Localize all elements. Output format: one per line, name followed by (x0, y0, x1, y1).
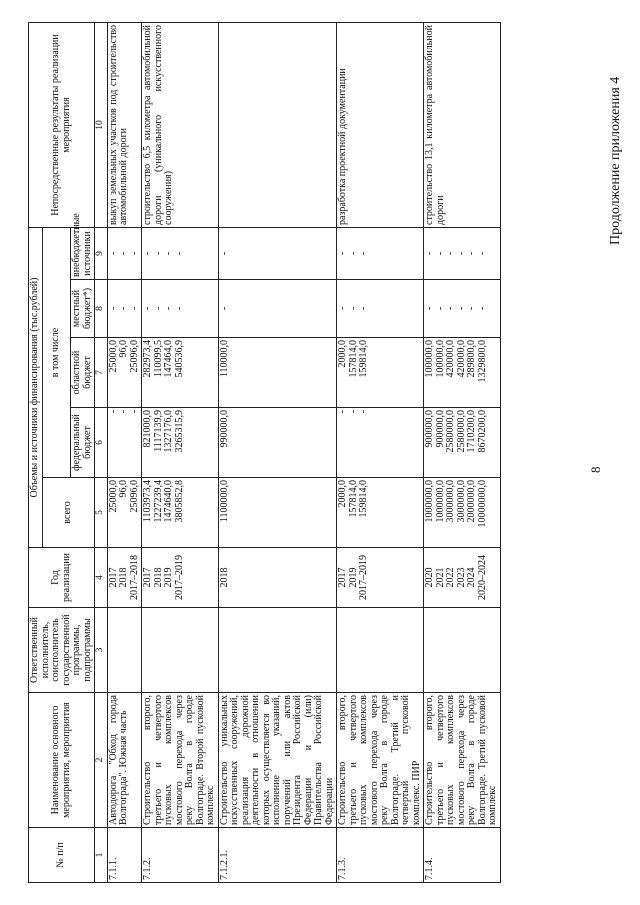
row-regional-value: 100000,0 (434, 340, 446, 378)
row-local-value: - (476, 306, 488, 311)
row-extrabudget-value: - (424, 251, 436, 256)
row-extrabudget-value: - (337, 251, 349, 256)
column-number: 1 (95, 828, 108, 883)
row-years-value: 2017–2019 (358, 555, 370, 600)
row-name: Строительство уникальных искусственных сооружений, реализация дорожной деятельности в отношении которых осуществляется во исполнение указаний, поручений или актов Президента Российской Федерации и (или) Правительства Российской Федерации (218, 693, 337, 828)
row-federal-value: 900000,0 (424, 410, 436, 448)
row-federal-value: 821000,0 (142, 410, 154, 448)
row-local (142, 280, 219, 338)
row-federal-value: - (358, 410, 370, 414)
row-regional (424, 338, 501, 408)
row-total-value: 159814,0 (358, 480, 370, 518)
row-number: 7.1.4. (424, 828, 501, 883)
row-local-value: - (337, 306, 349, 311)
row-total-value: 1103973,4 (142, 480, 154, 523)
row-federal-value: 2580000,0 (445, 410, 457, 453)
row-federal (218, 408, 337, 478)
row-federal-value: 8670200,0 (476, 410, 488, 453)
header-including: в том числе (42, 228, 71, 478)
row-years (424, 548, 501, 608)
row-total-value: 1000000,0 (424, 480, 436, 523)
row-regional-value: 1329800,0 (476, 340, 488, 383)
header-year: Год реализации (29, 548, 95, 608)
row-result: разработка проектной документации (337, 23, 424, 228)
header-name: Наименование основного мероприятия, мероприятия (29, 693, 95, 828)
row-years-value: 2018 (118, 567, 130, 588)
row-executor (337, 608, 424, 693)
row-regional-value: 540536,9 (173, 340, 185, 378)
column-number: 10 (95, 23, 108, 228)
row-years (142, 548, 219, 608)
row-local-value: - (118, 306, 130, 311)
row-regional-value: 110000,0 (218, 340, 230, 378)
table-row (218, 23, 337, 883)
row-federal-value: - (337, 410, 349, 414)
row-total-value: 3000000,0 (455, 480, 467, 523)
header-extrabudget: внебюджетные источники (71, 228, 95, 280)
header-regional: областной бюджет (71, 338, 95, 408)
row-years-value: 2020 (424, 567, 436, 588)
row-local (107, 280, 142, 338)
row-extrabudget (218, 228, 337, 280)
row-extrabudget-value: - (128, 251, 140, 256)
row-total (218, 478, 337, 548)
row-local-value: - (128, 306, 140, 311)
row-result: строительство 6,5 километра автомобильной дороги (уникального искусственного сооружения) (142, 23, 219, 228)
row-name: Строительство второго, третьего и четвертого пусковых комплексов мостового перехода через реку Волга в городе Волгограде. Второй пусковой комплекс (142, 693, 219, 828)
column-number: 3 (95, 608, 108, 693)
row-total-value: 96,0 (118, 480, 130, 498)
header-total: всего (42, 478, 95, 548)
row-regional-value: 420000,0 (455, 340, 467, 378)
program-table (28, 22, 501, 883)
row-federal-value: - (118, 410, 130, 414)
row-local-value: - (466, 306, 478, 311)
row-regional (337, 338, 424, 408)
row-years-value: 2018 (152, 567, 164, 588)
row-extrabudget-value: - (347, 251, 359, 256)
row-regional (107, 338, 142, 408)
row-regional-value: 25000,0 (107, 340, 119, 373)
row-local-value: - (445, 306, 457, 311)
row-local-value: - (347, 306, 359, 311)
row-local (424, 280, 501, 338)
row-total-value: 25096,0 (128, 480, 140, 513)
page-number: 8 (588, 466, 603, 473)
row-total-value: 10000000,0 (476, 480, 488, 528)
table-row (337, 23, 424, 883)
row-years-value: 2017–2018 (128, 555, 140, 600)
row-name: Строительство второго, третьего и четвертого пусковых комплексов мостового перехода через реку Волга в городе Волгограде. Третий и четвертый пусковой комплекс. ПИР (337, 693, 424, 828)
row-result: строительство 13,1 километра автомобильной дороги (424, 23, 501, 228)
row-federal (424, 408, 501, 478)
row-extrabudget-value: - (455, 251, 467, 256)
column-number: 9 (95, 228, 108, 280)
row-regional-value: 110099,5 (152, 340, 164, 378)
row-federal (142, 408, 219, 478)
table-row (142, 23, 219, 883)
row-regional-value: 25096,0 (128, 340, 140, 373)
row-total (337, 478, 424, 548)
row-years (218, 548, 337, 608)
row-regional-value: 289800,0 (466, 340, 478, 378)
row-years (337, 548, 424, 608)
row-total-value: 3805852,8 (173, 480, 185, 523)
row-local-value: - (163, 306, 175, 311)
row-executor (142, 608, 219, 693)
row-years-value: 2017 (142, 567, 154, 588)
column-number: 6 (95, 408, 108, 478)
row-years-value: 2019 (163, 567, 175, 588)
table-body (107, 23, 500, 883)
header-executor: Ответственный исполнитель, соисполнитель государственной программы, подпрограммы (29, 608, 95, 693)
row-extrabudget (337, 228, 424, 280)
row-years-value: 2019 (347, 567, 359, 588)
row-federal-value: 1117139,9 (152, 410, 164, 452)
row-name: Автодорога "Обход города Волгограда". Южная часть (107, 693, 142, 828)
row-years-value: 2024 (466, 567, 478, 588)
row-regional-value: 282973,4 (142, 340, 154, 378)
column-number: 7 (95, 338, 108, 408)
column-number: 8 (95, 280, 108, 338)
row-total-value: 2000,0 (337, 480, 349, 508)
row-federal-value: - (128, 410, 140, 414)
row-local-value: - (107, 306, 119, 311)
row-total-value: 1227239,4 (152, 480, 164, 523)
column-number-row (95, 23, 108, 883)
row-federal-value: - (107, 410, 119, 414)
row-local (218, 280, 337, 338)
column-number: 5 (95, 478, 108, 548)
row-executor (424, 608, 501, 693)
row-local (337, 280, 424, 338)
row-regional-value: 159814,0 (358, 340, 370, 378)
row-executor (218, 608, 337, 693)
row-regional-value: 157814,0 (347, 340, 359, 378)
row-number: 7.1.1. (107, 828, 142, 883)
row-regional-value: 100000,0 (424, 340, 436, 378)
column-number: 4 (95, 548, 108, 608)
row-number: 7.1.2. (142, 828, 219, 883)
row-regional-value: 420000,0 (445, 340, 457, 378)
row-local-value: - (434, 306, 446, 311)
row-years-value: 2020–2024 (476, 555, 488, 600)
row-regional-value: 2000,0 (337, 340, 349, 368)
row-federal-value: 990000,0 (218, 410, 230, 448)
row-local-value: - (424, 306, 436, 311)
header-results: Непосредственные результаты реализации мероприятия (29, 23, 95, 228)
row-extrabudget-value: - (476, 251, 488, 256)
row-local-value: - (358, 306, 370, 311)
row-years-value: 2017 (107, 567, 119, 588)
row-local-value: - (218, 306, 230, 311)
row-total-value: 2000000,0 (466, 480, 478, 523)
row-total-value: 157814,0 (347, 480, 359, 518)
header-local: местный бюджет*) (71, 280, 95, 338)
row-regional-value: 96,0 (118, 340, 130, 358)
row-extrabudget-value: - (218, 251, 230, 256)
row-federal (107, 408, 142, 478)
row-result (218, 23, 337, 228)
row-extrabudget-value: - (142, 251, 154, 256)
row-local-value: - (455, 306, 467, 311)
row-years-value: 2017–2019 (173, 555, 185, 600)
row-federal-value: 1327176,0 (163, 410, 175, 453)
row-total (142, 478, 219, 548)
row-extrabudget (107, 228, 142, 280)
row-name: Строительство второго, третьего и четвертого пусковых комплексов мостового перехода через реку Волга в городе Волгограде. Третий пусковой комплекс (424, 693, 501, 828)
row-years-value: 2022 (445, 567, 457, 588)
row-years-value: 2017 (337, 567, 349, 588)
row-extrabudget-value: - (445, 251, 457, 256)
row-years-value: 2018 (218, 567, 230, 588)
row-total (424, 478, 501, 548)
row-total-value: 1474640,0 (163, 480, 175, 523)
row-years-value: 2023 (455, 567, 467, 588)
appendix-caption: Продолжение приложения 4 (608, 76, 623, 245)
row-extrabudget (142, 228, 219, 280)
row-executor (107, 608, 142, 693)
row-extrabudget-value: - (358, 251, 370, 256)
row-extrabudget-value: - (466, 251, 478, 256)
row-extrabudget (424, 228, 501, 280)
row-federal-value: 3265315,9 (173, 410, 185, 453)
row-federal-value: - (347, 410, 359, 414)
row-local-value: - (142, 306, 154, 311)
row-federal-value: 1710200,0 (466, 410, 478, 453)
row-total-value: 3000000,0 (445, 480, 457, 523)
row-extrabudget-value: - (173, 251, 185, 256)
header-number: № п/п (29, 828, 95, 883)
row-federal-value: 900000,0 (434, 410, 446, 448)
row-regional (218, 338, 337, 408)
row-result: выкуп земельных участков под строительство автомобильной дороги (107, 23, 142, 228)
row-total (107, 478, 142, 548)
header-financing: Объемы и источники финансирования (тыс.рублей) (29, 228, 43, 548)
row-extrabudget-value: - (434, 251, 446, 256)
column-number: 2 (95, 693, 108, 828)
row-total-value: 1100000,0 (218, 480, 230, 523)
row-extrabudget-value: - (152, 251, 164, 256)
row-years (107, 548, 142, 608)
row-local-value: - (152, 306, 164, 311)
row-extrabudget-value: - (107, 251, 119, 256)
row-local-value: - (173, 306, 185, 311)
row-regional (142, 338, 219, 408)
table-row (424, 23, 501, 883)
row-number: 7.1.3. (337, 828, 424, 883)
row-years-value: 2021 (434, 567, 446, 588)
table-row (107, 23, 142, 883)
row-extrabudget-value: - (163, 251, 175, 256)
header-federal: федеральный бюджет (71, 408, 95, 478)
row-number: 7.1.2.1. (218, 828, 337, 883)
row-total-value: 1000000,0 (434, 480, 446, 523)
row-federal-value: 2580000,0 (455, 410, 467, 453)
row-extrabudget-value: - (118, 251, 130, 256)
row-regional-value: 147464,0 (163, 340, 175, 378)
row-total-value: 25000,0 (107, 480, 119, 513)
row-federal (337, 408, 424, 478)
